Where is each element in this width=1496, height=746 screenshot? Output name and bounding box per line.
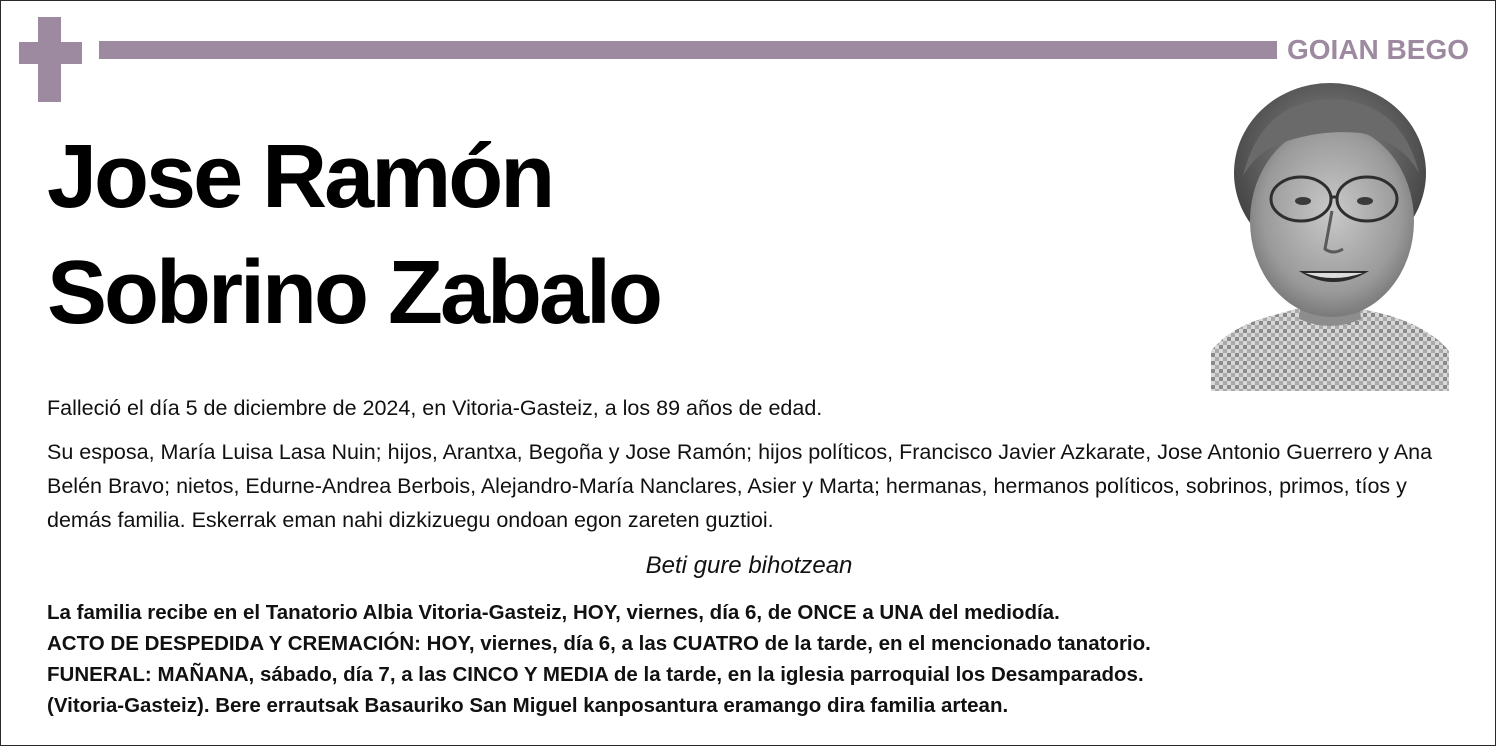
deceased-name: [47, 119, 660, 351]
memorial-motto: Beti gure bihotzean: [645, 552, 853, 579]
cross-icon: [19, 17, 82, 102]
details-line-cremation: ACTO DE DESPEDIDA Y CREMACIÓN: HOY, viernes, día 6, a las CUATRO de la tarde, en el mencionado tanatorio.: [47, 632, 1151, 655]
details-line-visitation: La familia recibe en el Tanatorio Albia Vitoria-Gasteiz, HOY, viernes, día 6, de ONCE a UNA del mediodía.: [47, 601, 1060, 624]
section-label: GOIAN BEGO: [1286, 34, 1469, 65]
family-notice: Su esposa, María Luisa Lasa Nuin; hijos, Arantxa, Begoña y Jose Ramón; hijos políticos, Francisco Javier Azkarate, Jose Antonio Guerrero y Ana Belén Bravo; nietos, Edurne-Andrea Berbois, Alejandro-María Nanclares, Asier y Marta; hermanas, hermanos políticos, sobrinos, primos, tíos y demás familia. Eskerrak eman nahi dizkizuegu ondoan egon zareten guztioi.: [47, 440, 1433, 532]
details-line-funeral: FUNERAL: MAÑANA, sábado, día 7, a las CINCO Y MEDIA de la tarde, en la iglesia parroquial los Desamparados.: [47, 663, 1144, 686]
cross-horizontal-bar: [19, 42, 82, 64]
service-details: [47, 597, 1467, 721]
name-line-1: Jose Ramón: [47, 127, 553, 227]
death-notice: Falleció el día 5 de diciembre de 2024, en Vitoria-Gasteiz, a los 89 años de edad.: [47, 396, 823, 420]
header-rule: [99, 41, 1277, 59]
name-line-2: Sobrino Zabalo: [47, 243, 661, 343]
portrait-photo: [1211, 81, 1449, 391]
details-line-ashes: (Vitoria-Gasteiz). Bere errautsak Basauriko San Miguel kanposantura eramango dira familia artean.: [47, 694, 1009, 717]
